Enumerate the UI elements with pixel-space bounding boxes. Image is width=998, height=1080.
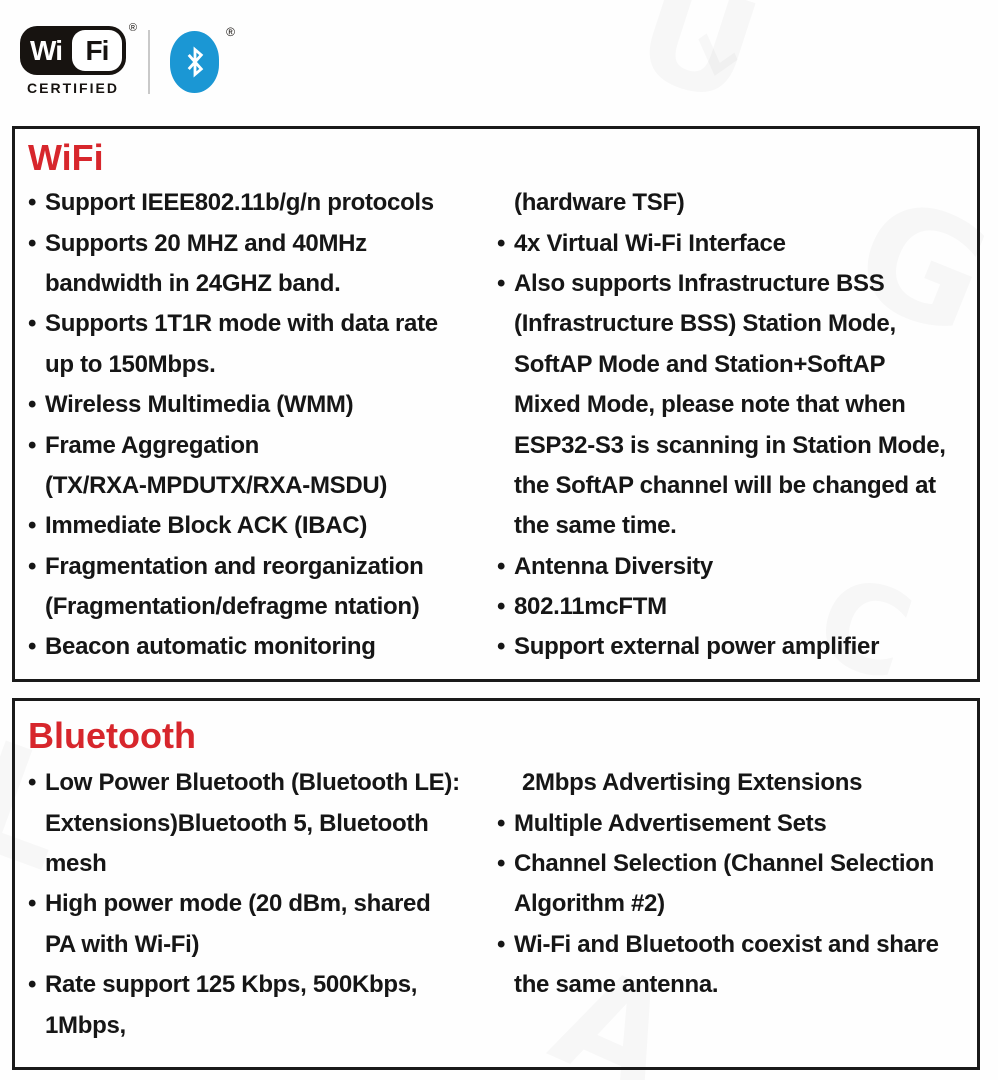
feature-text: Fragmentation and reorganization: [45, 552, 424, 580]
certification-logos: [20, 22, 235, 96]
bullet-dot: •: [497, 809, 506, 837]
feature-line: [497, 925, 939, 965]
feature-text: Also supports Infrastructure BSS: [514, 269, 885, 297]
feature-line: [497, 844, 939, 884]
bullet-dot: •: [497, 930, 506, 958]
feature-line: [497, 587, 946, 627]
bullet-dot: •: [28, 391, 37, 419]
feature-text: PA with Wi-Fi): [45, 930, 200, 958]
feature-line: [497, 884, 939, 924]
feature-text: Supports 20 MHZ and 40MHz: [45, 229, 367, 257]
feature-text: the SoftAP channel will be changed at: [514, 471, 936, 499]
wifi-logo-pill: [20, 22, 137, 75]
feature-text: 2Mbps Advertising Extensions: [522, 769, 863, 797]
feature-text: Frame Aggregation: [45, 431, 260, 459]
bluetooth-rune-icon: [182, 42, 208, 82]
feature-text: Extensions)Bluetooth 5, Bluetooth: [45, 809, 429, 837]
feature-line: [497, 385, 946, 425]
feature-text: Support IEEE802.11b/g/n protocols: [45, 189, 434, 217]
feature-line: [28, 803, 460, 843]
registered-trademark-icon: ®: [226, 25, 235, 39]
feature-line: [497, 304, 946, 344]
feature-text: Support external power amplifier: [514, 633, 880, 661]
bullet-dot: •: [497, 849, 506, 877]
feature-column: [497, 183, 946, 668]
feature-line: [28, 965, 460, 1005]
logo-divider: [148, 30, 150, 94]
feature-text: mesh: [45, 849, 107, 877]
bullet-dot: •: [28, 310, 37, 338]
feature-line: [28, 627, 438, 667]
feature-line: [497, 425, 946, 465]
bullet-dot: •: [497, 633, 506, 661]
feature-text: 802.11mcFTM: [514, 593, 667, 621]
feature-column: [28, 183, 438, 668]
feature-text: Beacon automatic monitoring: [45, 633, 376, 661]
feature-line: [28, 183, 438, 223]
feature-line: [28, 304, 438, 344]
spec-section-wifi: [12, 126, 980, 682]
feature-line: [497, 345, 946, 385]
feature-text: up to 150Mbps.: [45, 350, 216, 378]
feature-line: [28, 925, 460, 965]
feature-text: Supports 1T1R mode with data rate: [45, 310, 438, 338]
feature-text: 1Mbps,: [45, 1011, 126, 1039]
feature-text: Antenna Diversity: [514, 552, 713, 580]
feature-text: ESP32-S3 is scanning in Station Mode,: [514, 431, 946, 459]
feature-text: the same antenna.: [514, 971, 719, 999]
registered-trademark-icon: ®: [128, 22, 137, 34]
feature-text: Wireless Multimedia (WMM): [45, 391, 354, 419]
wifi-logo-wi-text: Wi: [30, 34, 62, 66]
bullet-dot: •: [497, 552, 506, 580]
feature-line: [497, 183, 946, 223]
wifi-certified-logo: [20, 22, 137, 96]
feature-line: [28, 466, 438, 506]
bullet-dot: •: [28, 769, 37, 797]
feature-line: [28, 223, 438, 263]
feature-text: 4x Virtual Wi-Fi Interface: [514, 229, 786, 257]
watermark-glyph: [685, 16, 749, 87]
feature-text: Mixed Mode, please note that when: [514, 391, 906, 419]
bullet-dot: •: [28, 552, 37, 580]
feature-text: Wi-Fi and Bluetooth coexist and share: [514, 930, 939, 958]
feature-line: [28, 345, 438, 385]
feature-text: SoftAP Mode and Station+SoftAP: [514, 350, 886, 378]
bluetooth-icon: [170, 31, 219, 93]
feature-text: (hardware TSF): [514, 189, 685, 217]
feature-line: [28, 385, 438, 425]
feature-text: Channel Selection (Channel Selection: [514, 849, 934, 877]
feature-line: [497, 763, 939, 803]
feature-text: (TX/RXA-MPDUTX/RXA-MSDU): [45, 471, 388, 499]
bullet-dot: •: [497, 229, 506, 257]
wifi-certified-caption: CERTIFIED: [27, 80, 119, 96]
feature-text: Multiple Advertisement Sets: [514, 809, 827, 837]
watermark-glyph: [618, 0, 776, 137]
feature-line: [497, 264, 946, 304]
wifi-logo-fi-text: Fi: [72, 30, 122, 71]
bullet-dot: •: [28, 229, 37, 257]
feature-line: [28, 425, 438, 465]
feature-line: [497, 223, 946, 263]
feature-line: [28, 884, 460, 924]
bullet-dot: •: [497, 269, 506, 297]
feature-line: [28, 1005, 460, 1045]
section-title: Bluetooth: [28, 715, 196, 756]
feature-line: [28, 763, 460, 803]
bullet-dot: •: [28, 633, 37, 661]
feature-column: [28, 763, 460, 1046]
feature-line: [497, 547, 946, 587]
bullet-dot: •: [28, 189, 37, 217]
bluetooth-logo: [170, 25, 235, 93]
feature-column: [497, 763, 939, 1005]
feature-text: (Fragmentation/defragme ntation): [45, 593, 420, 621]
bullet-dot: •: [28, 431, 37, 459]
bullet-dot: •: [28, 512, 37, 540]
feature-text: Algorithm #2): [514, 890, 665, 918]
bullet-dot: •: [28, 971, 37, 999]
feature-line: [497, 627, 946, 667]
feature-line: [28, 587, 438, 627]
feature-text: Low Power Bluetooth (Bluetooth LE):: [45, 769, 460, 797]
feature-line: [28, 844, 460, 884]
feature-line: [28, 264, 438, 304]
feature-line: [28, 547, 438, 587]
spec-section-bluetooth: [12, 698, 980, 1070]
feature-line: [497, 965, 939, 1005]
feature-line: [497, 803, 939, 843]
feature-text: (Infrastructure BSS) Station Mode,: [514, 310, 896, 338]
section-title: WiFi: [28, 137, 104, 178]
feature-line: [497, 466, 946, 506]
bullet-dot: •: [497, 593, 506, 621]
feature-line: [497, 506, 946, 546]
feature-line: [28, 506, 438, 546]
feature-text: bandwidth in 24GHZ band.: [45, 269, 341, 297]
feature-text: Immediate Block ACK (IBAC): [45, 512, 368, 540]
feature-text: High power mode (20 dBm, shared: [45, 890, 431, 918]
bullet-dot: •: [28, 890, 37, 918]
feature-text: Rate support 125 Kbps, 500Kbps,: [45, 971, 418, 999]
feature-text: the same time.: [514, 512, 677, 540]
